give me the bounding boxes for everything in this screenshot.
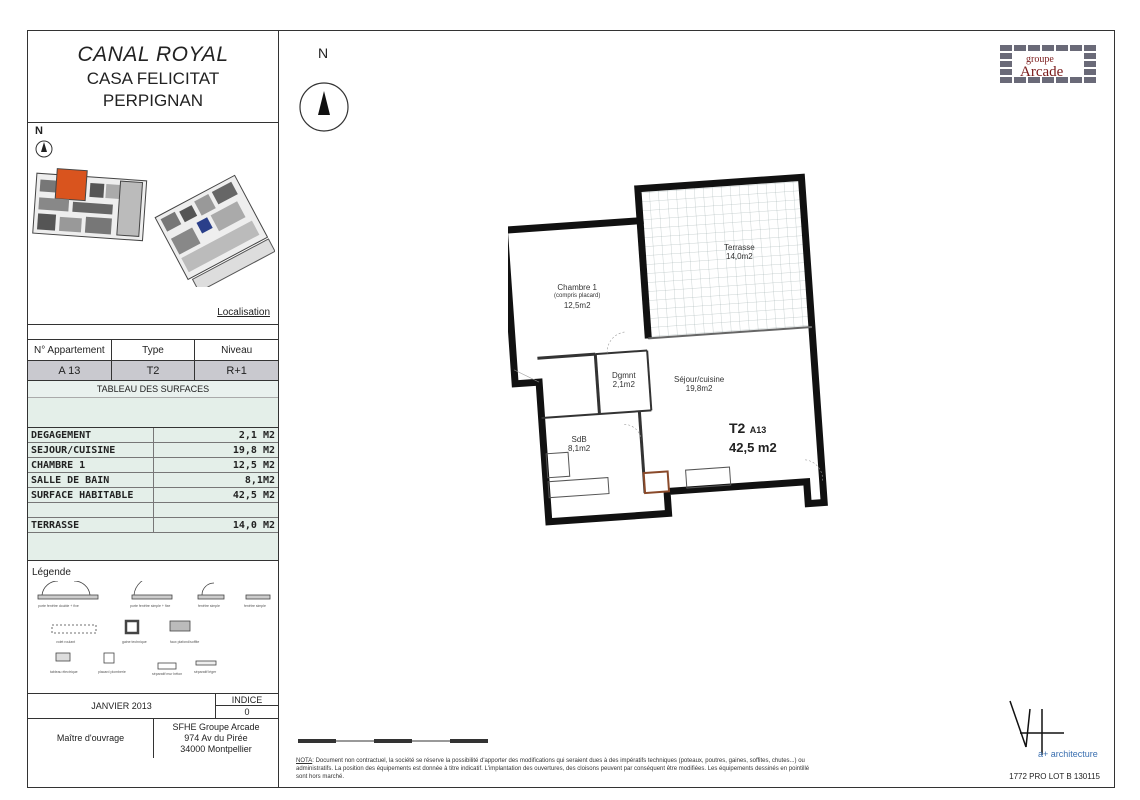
maitre-ouvrage-label: Maître d'ouvrage (28, 719, 154, 758)
apartment-level: R+1 (226, 365, 247, 377)
indice-cell (216, 694, 278, 718)
table-row-terrace: TERRASSE 14,0 M2 (28, 518, 278, 533)
apartment-type: T2 (112, 361, 196, 380)
badge-type: T2 (729, 420, 746, 436)
disclaimer-note (296, 757, 816, 781)
floor-plan (508, 171, 898, 561)
scale-bar (298, 731, 498, 751)
room-sejour: Séjour/cuisine 19,8m2 (674, 375, 725, 393)
svg-text:tableau électrique: tableau électrique (50, 670, 78, 674)
table-gap (28, 398, 278, 428)
north-letter-small: N (35, 125, 43, 137)
svg-text:porte fenêtre double + fixe: porte fenêtre double + fixe (38, 604, 79, 608)
groupe-arcade-logo (998, 43, 1104, 95)
apartment-badge (729, 420, 783, 460)
legend-title: Légende (32, 567, 71, 578)
date-indice-row (28, 694, 278, 719)
north-letter: N (318, 45, 329, 61)
logo-big-text: Arcade (1020, 64, 1064, 80)
localisation-label: Localisation (217, 307, 270, 318)
note-text: : Document non contractuel, la société se réserve la possibilité d'apporter des modifications qui seraient dues à des impératifs techniques (poteaux, poutres, gaines, soffites, chutes...) ou administratifs. La position des équipements est donnée à titre indicatif. L'implantation des ouvertures, des cloisons peuvent par conséquent être modifiées. Les équipements dessinés en pointillé sont hors marché. (296, 758, 810, 780)
project-title (28, 31, 278, 123)
localisation-panel (28, 123, 278, 325)
plan-sheet (27, 30, 1115, 788)
architect-logo (1000, 699, 1098, 764)
building-name: CASA FELICITAT (86, 69, 220, 88)
apartment-number: A 13 (28, 361, 112, 380)
note-label: NOTA (296, 758, 313, 764)
room-terrasse: Terrasse 14,0m2 (724, 243, 755, 261)
surfaces-table-title: TABLEAU DES SURFACES (28, 381, 278, 398)
city-name: PERPIGNAN (102, 91, 204, 110)
info-panel (28, 31, 279, 787)
indice-value: 0 (244, 707, 250, 717)
surfaces-table (28, 428, 278, 533)
apartment-number-header: N° Appartement (28, 340, 112, 360)
table-row: CHAMBRE 1 12,5 M2 (28, 458, 278, 473)
compass-icon (296, 79, 352, 135)
table-row: SALLE DE BAIN 8,1M2 (28, 473, 278, 488)
type-header: Type (112, 340, 196, 360)
svg-text:fenêtre simple: fenêtre simple (198, 604, 220, 608)
plan-reference: 1772 PRO LOT B 130115 (1009, 772, 1100, 781)
svg-text:placard plomberie: placard plomberie (98, 670, 126, 674)
date: JANVIER 2013 (28, 694, 216, 718)
level-header: Niveau (221, 345, 253, 356)
owner-row (28, 719, 278, 758)
svg-text:séparatif mur béton: séparatif mur béton (152, 672, 183, 676)
logo-small-text: groupe (1026, 54, 1054, 65)
table-row-total: SURFACE HABITABLE 42,5 M2 (28, 488, 278, 503)
svg-text:porte fenêtre simple + fixe: porte fenêtre simple + fixe (130, 604, 171, 608)
indice-label: INDICE (216, 694, 278, 706)
svg-text:volet roulant: volet roulant (56, 640, 76, 644)
table-row: SEJOUR/CUISINE 19,8 M2 (28, 443, 278, 458)
svg-text:fenêtre simple: fenêtre simple (244, 604, 266, 608)
table-row-blank (28, 503, 278, 518)
architect-name: a+ architecture (1038, 749, 1098, 759)
table-bottom-gap (28, 533, 278, 561)
legend-symbols (34, 581, 274, 689)
apartment-header-row (28, 340, 278, 361)
svg-text:séparatif léger: séparatif léger (194, 670, 217, 674)
room-sdb: SdB 8,1m2 (568, 435, 591, 453)
room-dgmt: Dgmnt 2,1m2 (612, 371, 636, 389)
project-name: CANAL ROYAL (77, 43, 229, 66)
legend-panel (28, 561, 278, 694)
apartment-values-row (28, 361, 278, 381)
svg-text:gaine technique: gaine technique (122, 640, 147, 644)
room-chambre: Chambre 1 (compris placard) 12,5m2 (554, 283, 601, 310)
table-row: DEGAGEMENT 2,1 M2 (28, 428, 278, 443)
site-plan-thumbnail (30, 157, 275, 287)
badge-area: 42,5 m2 (729, 440, 777, 455)
spacer (28, 325, 278, 340)
badge-apartment: A13 (749, 425, 767, 435)
svg-text:faux plafond/soffite: faux plafond/soffite (170, 640, 200, 644)
owner-address: SFHE Groupe Arcade 974 Av du Pirée 34000 Montpellier (172, 722, 260, 754)
